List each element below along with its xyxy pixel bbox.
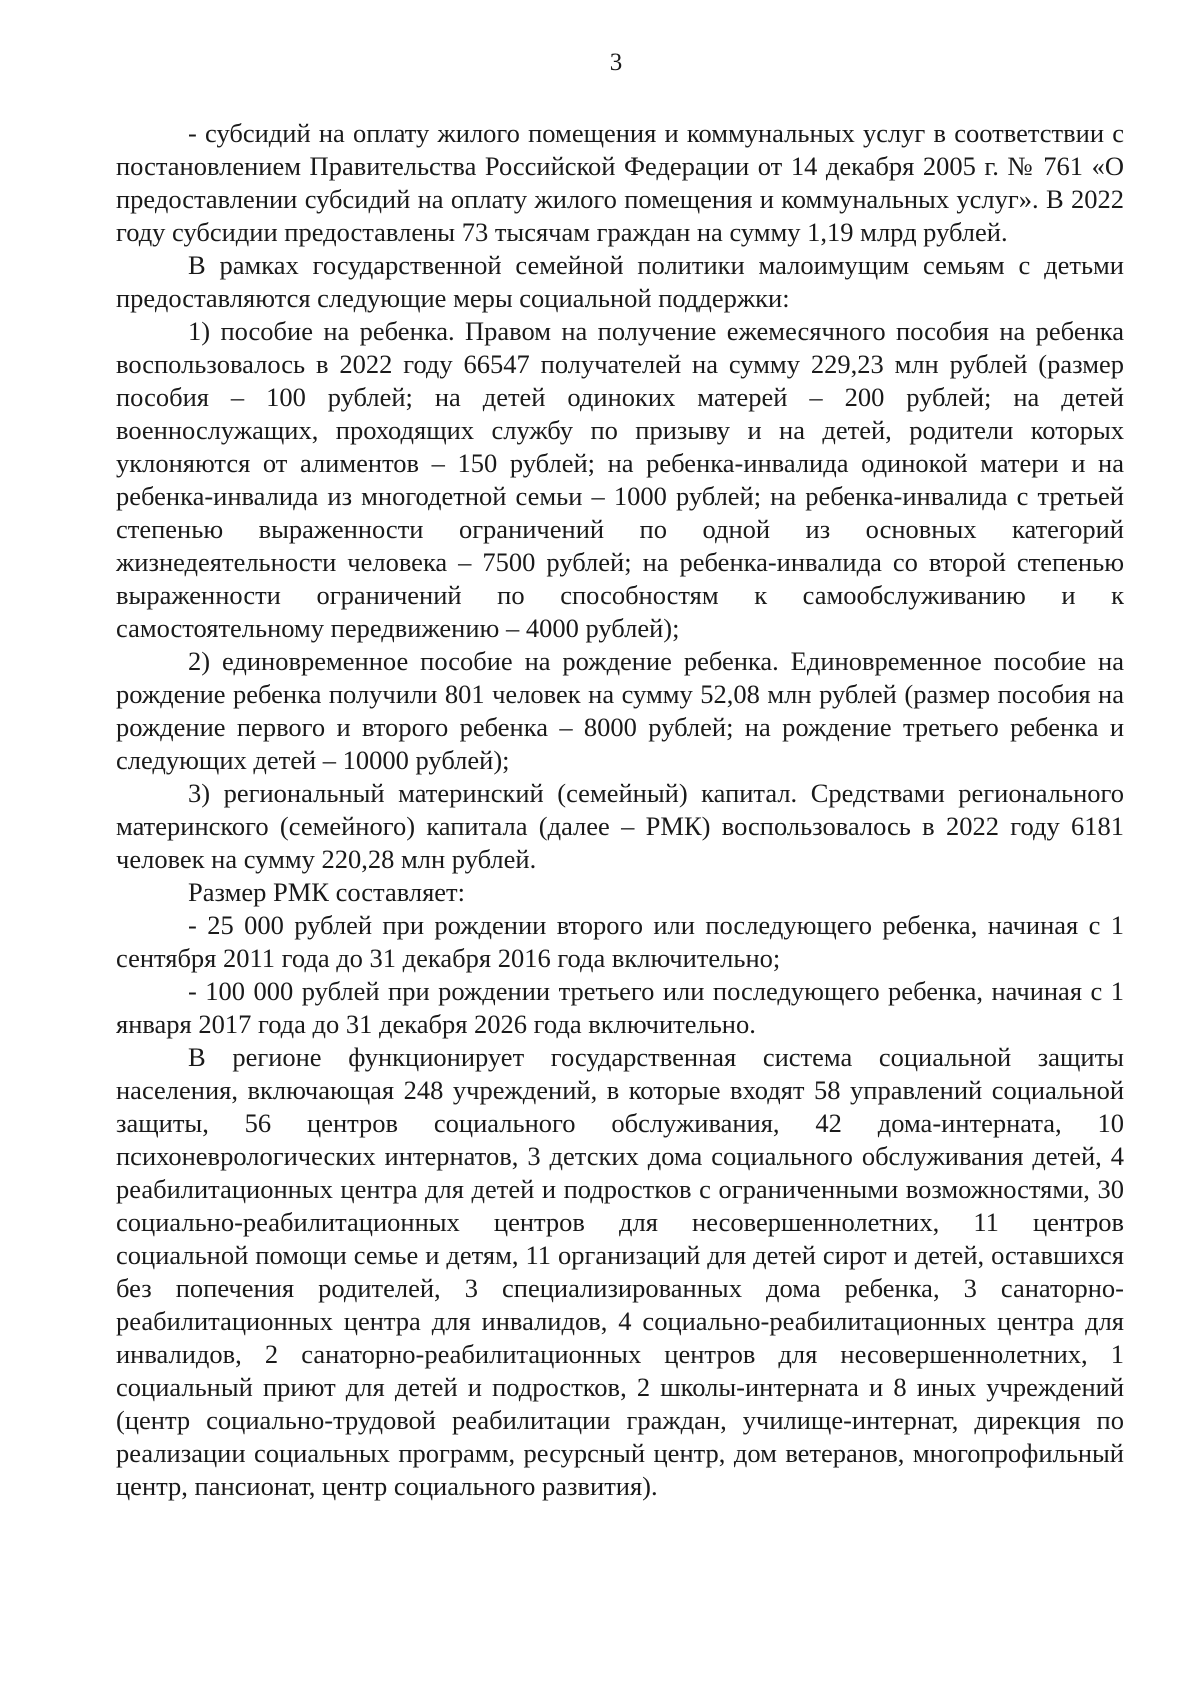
paragraph-family-policy-intro: В рамках государственной семейной политики малоимущим семьям с детьми предоставляются следующие меры социальной поддержки: <box>116 250 1124 313</box>
page-number: 3 <box>609 49 623 76</box>
paragraph-rmk-second-child: - 25 000 рублей при рождении второго или последующего ребенка, начиная с 1 сентября 2011 года до 31 декабря 2016 года включительно; <box>116 910 1124 973</box>
paragraph-child-allowance: 1) пособие на ребенка. Правом на получение ежемесячного пособия на ребенка воспользовалось в 2022 году 66547 получателей на сумму 229,23 млн рублей (размер пособия – 100 рублей; на детей одиноких матерей – 200 рублей; на детей военнослужащих, проходящих службу по призыву и на детей, родители которых уклоняются от алиментов – 150 рублей; на ребенка-инвалида одинокой матери и на ребенка-инвалида из многодетной семьи – 1000 рублей; на ребенка-инвалида с третьей степенью выраженности ограничений по одной из основных категорий жизнедеятельности человека – 7500 рублей; на ребенка-инвалида со второй степенью выраженности ограничений по способностям к самообслуживанию и к самостоятельному передвижению – 4000 рублей); <box>116 316 1124 643</box>
paragraph-housing-subsidies: - субсидий на оплату жилого помещения и коммунальных услуг в соответствии с постановлением Правительства Российской Федерации от 14 декабря 2005 г. № 761 «О предоставлении субсидий на оплату жилого помещения и коммунальных услуг». В 2022 году субсидии предоставлены 73 тысячам граждан на сумму 1,19 млрд рублей. <box>116 118 1124 247</box>
paragraph-social-institutions: В регионе функционирует государственная система социальной защиты населения, включающая 248 учреждений, в которые входят 58 управлений социальной защиты, 56 центров социального обслуживания, 42 дома-интерната, 10 психоневрологических интернатов, 3 детских дома социального обслуживания детей, 4 реабилитационных центра для детей и подростков с ограниченными возможностями, 30 социально-реабилитационных центров для несовершеннолетних, 11 центров социальной помощи семье и детям, 11 организаций для детей сирот и детей, оставшихся без попечения родителей, 3 специализированных дома ребенка, 3 санаторно-реабилитационных центра для инвалидов, 4 социально-реабилитационных центра для инвалидов, 2 санаторно-реабилитационных центров для несовершеннолетних, 1 социальный приют для детей и подростков, 2 школы-интерната и 8 иных учреждений (центр социально-трудовой реабилитации граждан, училище-интернат, дирекция по реализации социальных программ, ресурсный центр, дом ветеранов, многопрофильный центр, пансионат, центр социального развития). <box>116 1042 1124 1501</box>
paragraph-rmk-third-child: - 100 000 рублей при рождении третьего или последующего ребенка, начиная с 1 января 2017 года до 31 декабря 2026 года включительно. <box>116 976 1124 1039</box>
paragraph-rmk-size-heading: Размер РМК составляет: <box>188 877 465 907</box>
paragraph-birth-allowance: 2) единовременное пособие на рождение ребенка. Единовременное пособие на рождение ребенка получили 801 человек на сумму 52,08 млн рублей (размер пособия на рождение первого и второго ребенка – 8000 рублей; на рождение третьего ребенка и следующих детей – 10000 рублей); <box>116 646 1124 775</box>
document-body <box>116 117 1124 1503</box>
paragraph-maternity-capital: 3) региональный материнский (семейный) капитал. Средствами регионального материнского (семейного) капитала (далее – РМК) воспользовалось в 2022 году 6181 человек на сумму 220,28 млн рублей. <box>116 778 1124 874</box>
